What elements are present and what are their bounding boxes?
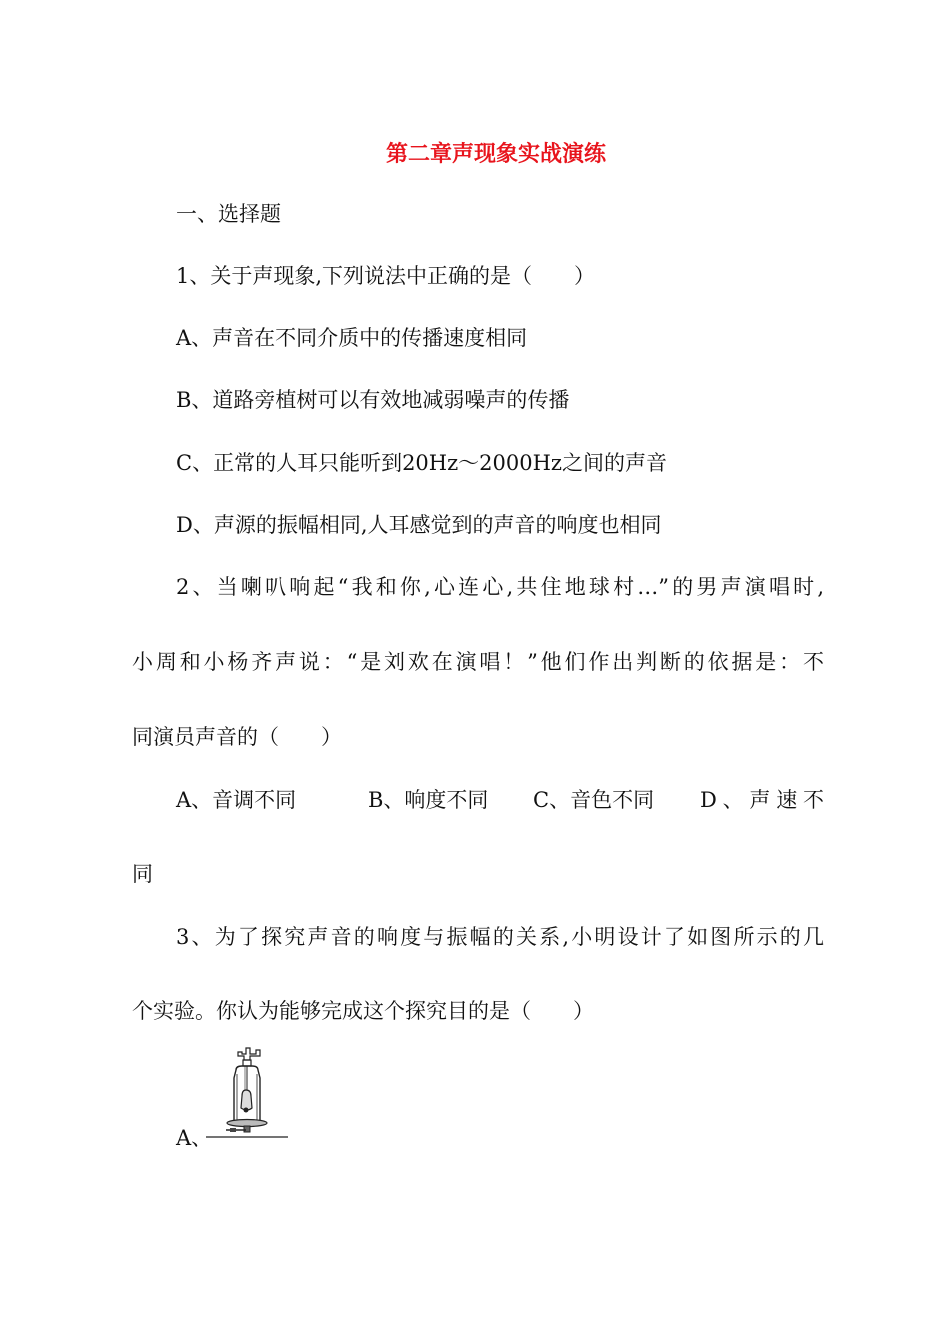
question-1-stem: 1、关于声现象,下列说法中正确的是（ ） (176, 264, 596, 288)
bell-jar-icon (206, 1044, 288, 1144)
question-3-option-a-label: A、 (176, 1126, 213, 1150)
question-2-stem-line-3: 同演员声音的（ ） (132, 725, 342, 749)
question-2-option-d: D、声速不 (700, 788, 824, 812)
question-2-option-c: C、音色不同 (533, 788, 655, 812)
question-3-stem-line-2: 个实验。你认为能够完成这个探究目的是（ ） (132, 999, 594, 1023)
question-1-option-b: B、道路旁植树可以有效地减弱噪声的传播 (176, 388, 570, 412)
question-3-stem-line-1: 3、为了探究声音的响度与振幅的关系,小明设计了如图所示的几 (176, 925, 824, 949)
section-heading: 一、选择题 (176, 202, 281, 226)
question-1-option-d: D、声源的振幅相同,人耳感觉到的声音的响度也相同 (176, 513, 662, 537)
question-2-stem-line-1: 2、当喇叭响起“我和你,心连心,共住地球村…”的男声演唱时, (176, 575, 824, 599)
question-2-option-d-wrap: 同 (132, 862, 153, 886)
page-title: 第二章声现象实战演练 (386, 141, 607, 167)
question-2-stem-line-2: 小周和小杨齐声说：“是刘欢在演唱！”他们作出判断的依据是：不 (132, 650, 824, 674)
question-1-option-a: A、声音在不同介质中的传播速度相同 (176, 326, 528, 350)
question-1-option-c: C、正常的人耳只能听到20Hz～2000Hz之间的声音 (176, 451, 667, 475)
question-2-option-a: A、音调不同 (176, 788, 297, 812)
question-2-option-b: B、响度不同 (368, 788, 489, 812)
